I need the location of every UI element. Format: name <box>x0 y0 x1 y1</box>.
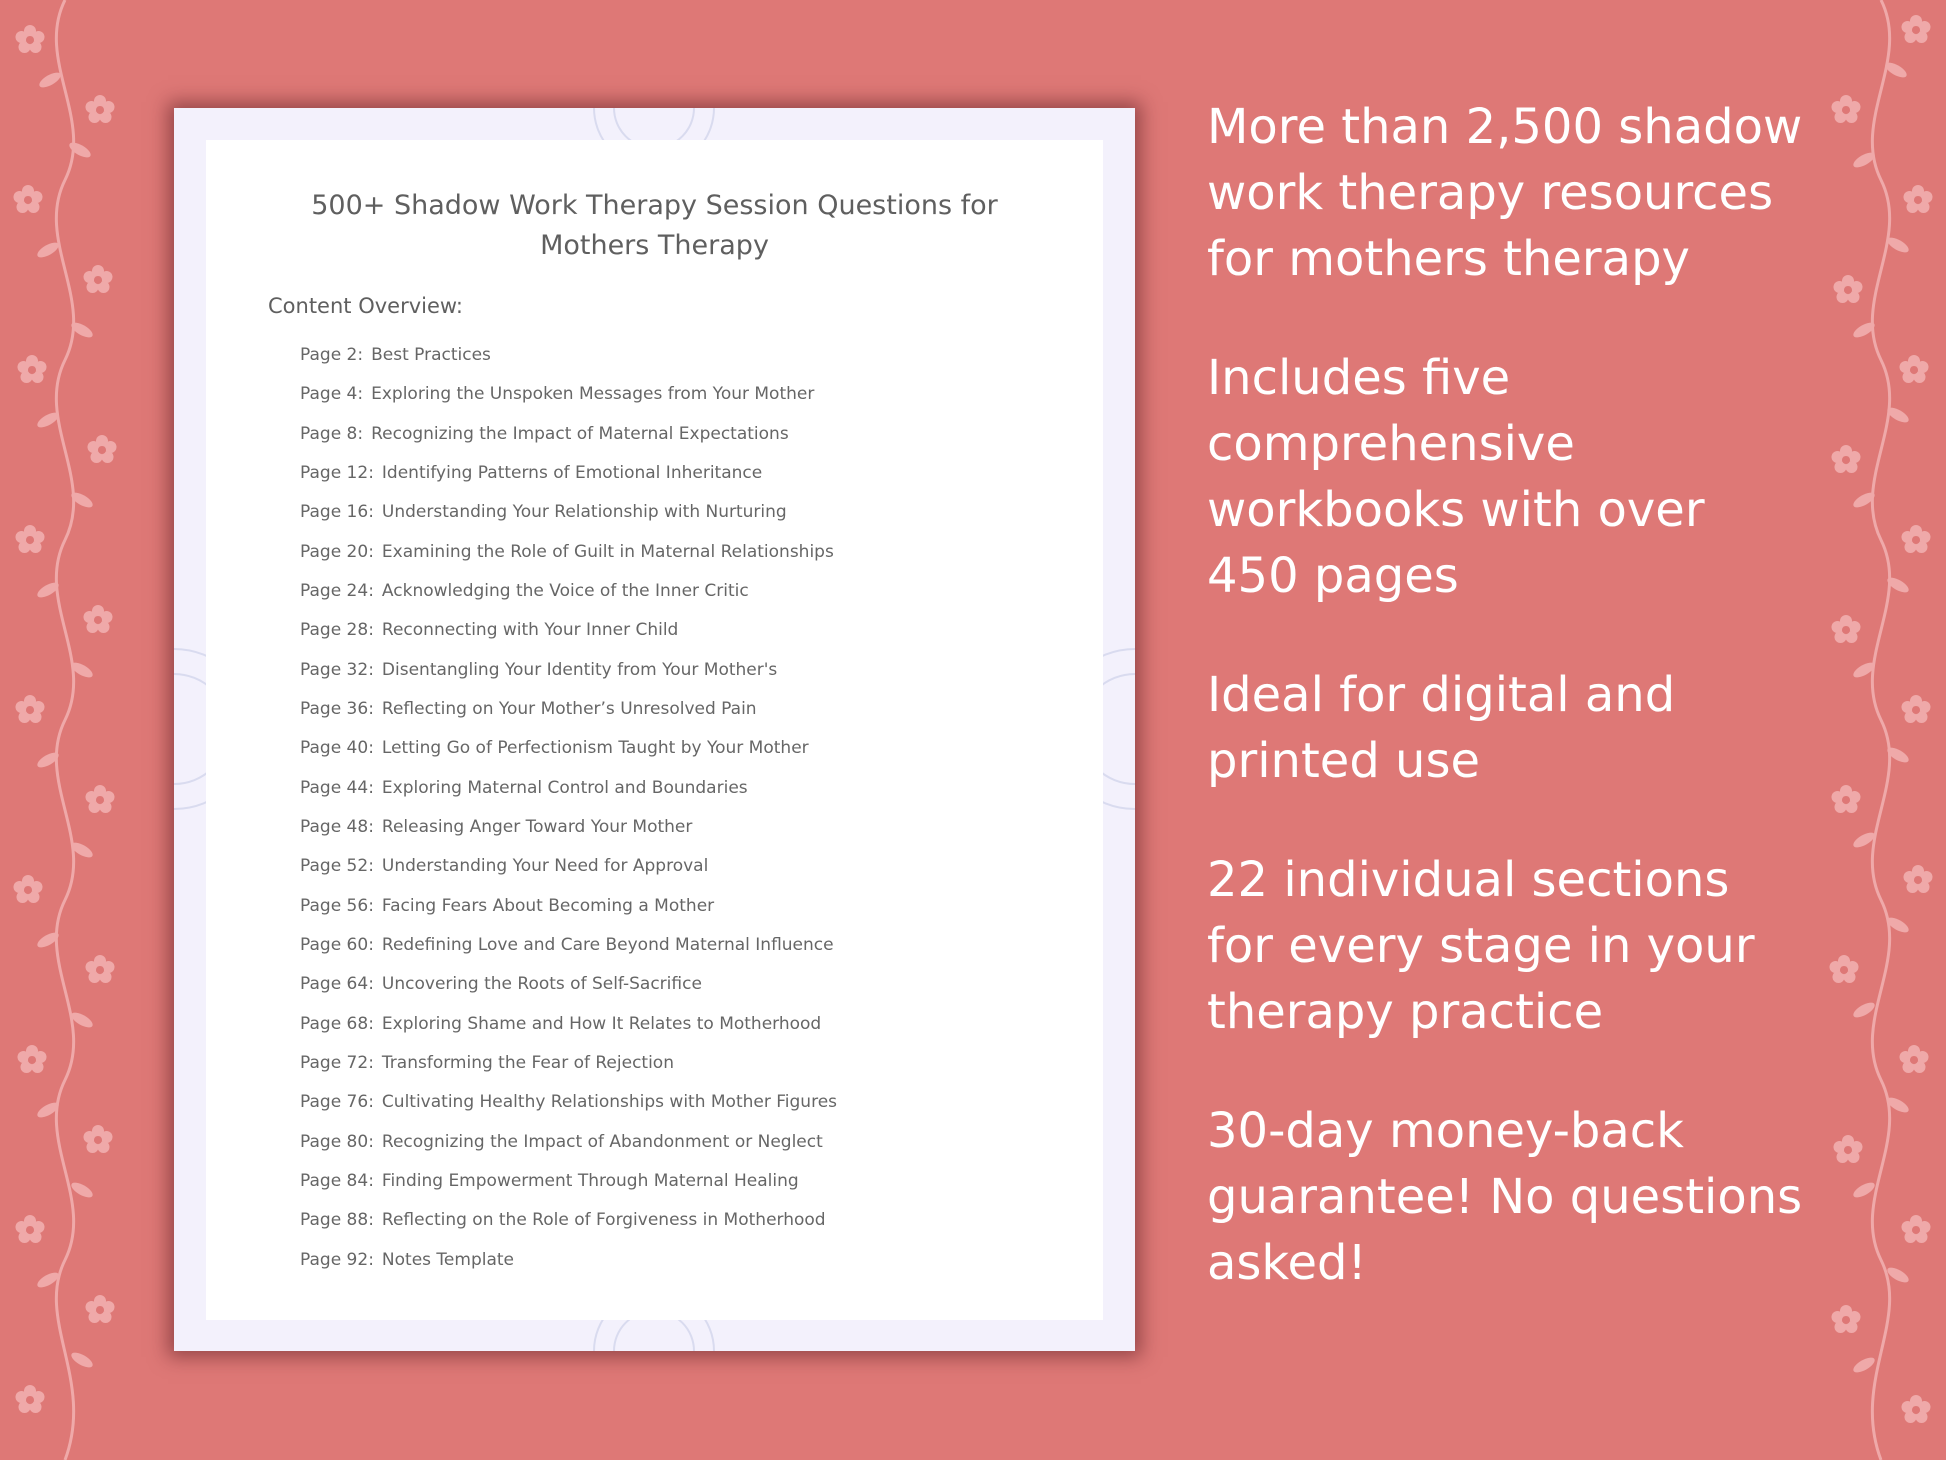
toc-title: Releasing Anger Toward Your Mother <box>381 816 693 837</box>
toc-page-number: Page 84: <box>300 1170 374 1191</box>
toc-title: Transforming the Fear of Rejection <box>381 1052 674 1073</box>
toc-page-number: Page 24: <box>300 580 374 601</box>
toc-title: Finding Empowerment Through Maternal Healing <box>381 1170 799 1191</box>
document-page <box>206 140 1103 1320</box>
toc-item <box>300 690 837 729</box>
toc-item <box>300 847 837 886</box>
toc-title: Understanding Your Need for Approval <box>381 856 709 877</box>
toc-title: Best Practices <box>371 345 491 365</box>
toc-page-number: Page 88: <box>300 1210 374 1231</box>
toc-title: Exploring Shame and How It Relates to Motherhood <box>381 1013 822 1034</box>
toc-page-number: Page 28: <box>300 620 374 641</box>
toc-page-number: Page 32: <box>300 659 374 680</box>
toc-page-number: Page 64: <box>300 974 374 995</box>
feature-digital-printed: Ideal for digital and printed use <box>1207 667 1676 789</box>
toc-page-number: Page 80: <box>300 1131 374 1152</box>
feature-workbooks: Includes five comprehensive workbooks with over 450 pages <box>1207 350 1705 604</box>
toc-title: Acknowledging the Voice of the Inner Critic <box>381 580 749 601</box>
toc-page-number: Page 2: <box>300 345 364 365</box>
toc-page-number: Page 36: <box>300 698 374 719</box>
feature-list <box>1207 94 1807 1349</box>
toc-item <box>300 1241 837 1280</box>
toc-title: Redefining Love and Care Beyond Maternal Influence <box>381 934 834 955</box>
toc-page-number: Page 4: <box>300 384 364 405</box>
toc-page-number: Page 8: <box>300 423 364 444</box>
toc-page-number: Page 60: <box>300 934 374 955</box>
toc-page-number: Page 76: <box>300 1092 374 1113</box>
toc-item <box>300 808 837 847</box>
toc-page-number: Page 40: <box>300 738 374 759</box>
toc-item <box>300 651 837 690</box>
floral-vine-left <box>0 0 130 1460</box>
vine-pattern-left <box>0 0 130 1460</box>
toc-title: Identifying Patterns of Emotional Inheritance <box>381 462 763 483</box>
toc-item <box>300 415 837 454</box>
toc-page-number: Page 72: <box>300 1052 374 1073</box>
toc-title: Reconnecting with Your Inner Child <box>381 620 679 641</box>
toc-title: Cultivating Healthy Relationships with Mother Figures <box>381 1092 838 1113</box>
toc-page-number: Page 16: <box>300 502 374 523</box>
toc-title: Reflecting on the Role of Forgiveness in Motherhood <box>381 1210 826 1231</box>
toc-page-number: Page 12: <box>300 462 374 483</box>
toc-page-number: Page 92: <box>300 1249 374 1270</box>
toc-title: Understanding Your Relationship with Nurturing <box>381 502 787 523</box>
toc-item <box>300 493 837 532</box>
toc-title: Recognizing the Impact of Maternal Expectations <box>371 423 789 444</box>
toc-item <box>300 769 837 808</box>
table-of-contents <box>300 336 837 1280</box>
vine-pattern-right <box>1816 0 1946 1460</box>
toc-item <box>300 1083 837 1122</box>
toc-item <box>300 965 837 1004</box>
toc-item <box>300 1162 837 1201</box>
toc-title: Disentangling Your Identity from Your Mother's <box>381 659 778 680</box>
toc-item <box>300 887 837 926</box>
document-title <box>246 186 1063 266</box>
toc-item <box>300 611 837 650</box>
document-preview <box>174 108 1135 1351</box>
toc-item <box>300 375 837 414</box>
toc-title: Letting Go of Perfectionism Taught by Your Mother <box>381 738 809 759</box>
toc-page-number: Page 44: <box>300 777 374 798</box>
content-overview-label: Content Overview: <box>268 294 463 318</box>
toc-item <box>300 533 837 572</box>
toc-item <box>300 336 837 375</box>
toc-item <box>300 729 837 768</box>
toc-item <box>300 454 837 493</box>
toc-item <box>300 1123 837 1162</box>
toc-page-number: Page 20: <box>300 541 374 562</box>
toc-title: Reflecting on Your Mother’s Unresolved Pain <box>381 698 757 719</box>
toc-page-number: Page 52: <box>300 856 374 877</box>
toc-title: Examining the Role of Guilt in Maternal Relationships <box>381 541 834 562</box>
floral-vine-right <box>1816 0 1946 1460</box>
toc-item <box>300 1005 837 1044</box>
toc-item <box>300 1044 837 1083</box>
toc-title: Recognizing the Impact of Abandonment or Neglect <box>381 1131 823 1152</box>
toc-page-number: Page 68: <box>300 1013 374 1034</box>
toc-page-number: Page 48: <box>300 816 374 837</box>
toc-title: Facing Fears About Becoming a Mother <box>381 895 715 916</box>
feature-guarantee: 30-day money-back guarantee! No questions asked! <box>1207 1103 1803 1291</box>
toc-page-number: Page 56: <box>300 895 374 916</box>
toc-item <box>300 572 837 611</box>
toc-title: Notes Template <box>381 1249 514 1270</box>
document-title-line-1: 500+ Shadow Work Therapy Session Questions for <box>311 190 998 221</box>
toc-item <box>300 1201 837 1240</box>
toc-title: Exploring Maternal Control and Boundaries <box>381 777 748 798</box>
document-title-line-2: Mothers Therapy <box>540 230 769 261</box>
toc-item <box>300 926 837 965</box>
feature-resources-count: More than 2,500 shadow work therapy resources for mothers therapy <box>1207 99 1803 287</box>
toc-title: Exploring the Unspoken Messages from Your Mother <box>371 384 815 405</box>
feature-sections: 22 individual sections for every stage in your therapy practice <box>1207 852 1755 1040</box>
toc-title: Uncovering the Roots of Self-Sacrifice <box>381 974 702 995</box>
